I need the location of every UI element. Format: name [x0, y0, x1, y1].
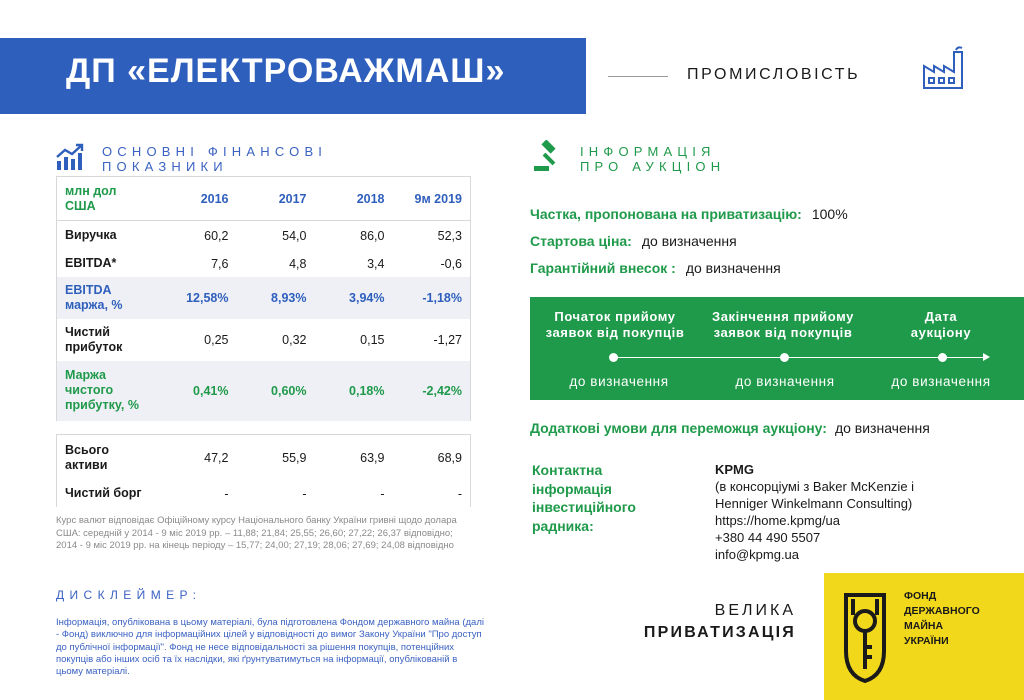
advisor-firm: KPMG [715, 462, 754, 477]
consortium-line: (в консорціумі з Baker McKenzie і [715, 479, 915, 494]
row-label: Чистий прибуток [57, 319, 161, 361]
table-row [57, 221, 471, 251]
year-header: 2016 [161, 177, 237, 221]
share-row [530, 206, 848, 222]
consortium-line: Henniger Winkelmann Consulting) [715, 496, 913, 511]
extra-conditions-row [530, 420, 930, 436]
contact-info [715, 461, 1015, 563]
table-cell: - [224, 486, 229, 501]
growth-chart-icon [55, 143, 85, 171]
deposit-label: Гарантійний внесок : [530, 260, 676, 276]
table-cell: -0,6 [393, 251, 471, 277]
share-value: 100% [811, 206, 848, 222]
financials-title-line1: ОСНОВНІ ФІНАНСОВІ [102, 144, 328, 159]
table-cell: 0,15 [360, 332, 385, 347]
table-cell: - [393, 481, 471, 507]
contact-label: Контактна інформація інвестиційного радника: [532, 462, 636, 534]
financials-title-line2: ПОКАЗНИКИ [102, 159, 228, 174]
share-label: Частка, пропонована на приватизацію: [530, 206, 802, 222]
timeline-stage-title: Початок прийому заявок від покупців [545, 309, 685, 340]
table-cell: 4,8 [289, 256, 307, 271]
table-cell: 0,41% [161, 361, 237, 421]
table-cell: 68,9 [393, 435, 471, 481]
table-cell: 47,2 [204, 450, 229, 465]
start-price-label: Стартова ціна: [530, 233, 632, 249]
table-cell: 0,25 [204, 332, 229, 347]
great-privatization-line2: ПРИВАТИЗАЦІЯ [643, 624, 796, 641]
table-cell: -1,18% [393, 277, 471, 319]
page-title: ДП «ЕЛЕКТРОВАЖМАШ» [66, 52, 506, 90]
timeline-dot [780, 353, 789, 362]
row-label: Всього активи [57, 435, 161, 481]
key-emblem-icon [838, 589, 892, 685]
financials-section-title [102, 144, 327, 174]
auction-title-line1: ІНФОРМАЦІЯ [580, 144, 716, 159]
table-cell: -1,27 [393, 319, 471, 361]
fund-name: ФОНД ДЕРЖАВНОГО МАЙНА УКРАЇНИ [904, 590, 980, 647]
exchange-rate-footnote: Курс валют відповідає Офіційному курсу Національного банку України гривні щодо долара США: середній у 2014 - 9 міс 2019 рр. – 11,88; 21,84; 25,55; 26,60; 27,22; 26,37 відповідно; 2014 - 9 міс 2019 рр. на кінець періоду – 15,77; 24,00; 27,19; 28,06; 27,69; 24,08 відповідно [56, 515, 457, 551]
advisor-email-link[interactable]: info@kpmg.ua [715, 547, 800, 562]
timeline-stage-value: до визначення [735, 374, 835, 389]
timeline-stage-title: Дата аукціону [910, 309, 972, 340]
timeline-arrow-icon [983, 353, 990, 361]
disclaimer-title: ДИСКЛЕЙМЕР: [56, 588, 202, 602]
factory-icon [920, 46, 968, 90]
advisor-website-link[interactable]: https://home.kpmg/ua [715, 513, 841, 528]
table-header-row [57, 177, 471, 221]
table-cell: 3,94% [315, 277, 393, 319]
year-header: 2017 [237, 177, 315, 221]
table-cell: 12,58% [161, 277, 237, 319]
table-row [57, 481, 471, 507]
year-header: 9м 2019 [393, 177, 471, 221]
timeline-stage-value: до визначення [569, 374, 669, 389]
table-cell: 0,32 [282, 332, 307, 347]
row-label: EBITDA* [57, 251, 161, 277]
sector-label: ПРОМИСЛОВІСТЬ [687, 66, 861, 83]
timeline-stage-title: Закінчення прийому заявок від покупців [711, 309, 855, 340]
table-gap [57, 421, 471, 435]
start-price-value: до визначення [641, 233, 737, 249]
timeline-line [614, 357, 986, 358]
table-cell: - [380, 486, 385, 501]
extra-conditions-value: до визначення [834, 420, 930, 436]
table-cell: 7,6 [211, 256, 229, 271]
extra-conditions-label: Додаткові умови для переможця аукціону: [530, 420, 827, 436]
table-cell: 8,93% [237, 277, 315, 319]
row-label: Маржа чистого прибутку, % [57, 361, 161, 421]
great-privatization-line1: ВЕЛИКА [714, 602, 796, 619]
year-header: 2018 [315, 177, 393, 221]
advisor-phone: +380 44 490 5507 [715, 530, 821, 545]
table-cell: 63,9 [360, 450, 385, 465]
row-label: Чистий борг [57, 481, 161, 507]
table-cell: 60,2 [204, 228, 229, 243]
table-cell: -2,42% [393, 361, 471, 421]
table-cell: 0,18% [315, 361, 393, 421]
auction-section-title [580, 144, 725, 174]
table-row [57, 435, 471, 481]
auction-title-line2: ПРО АУКЦІОН [580, 159, 726, 174]
timeline-dot [609, 353, 618, 362]
gavel-icon [533, 140, 565, 172]
table-cell: 54,0 [282, 228, 307, 243]
timeline-stage-value: до визначення [891, 374, 991, 389]
disclaimer-text: Інформація, опублікована в цьому матеріалі, була підготовлена Фондом державного майна (далі - Фонд) виключно для інформаційних цілей у відповідності до вимог Закону України "Про доступ до публічної інформації". Фонд не несе відповідальності за рішення покупців, потенційних покупців або інших осіб та їх наслідки, які ґрунтуватимуться на інформації, опублікованій в цьому матеріалі. [56, 617, 484, 678]
table-cell: 86,0 [360, 228, 385, 243]
row-label: EBITDA маржа, % [57, 277, 161, 319]
state-property-fund-logo-box [824, 573, 1024, 700]
header-divider [608, 76, 668, 77]
table-cell: - [302, 486, 307, 501]
table-cell: 52,3 [393, 221, 471, 251]
table-cell: 0,60% [237, 361, 315, 421]
table-row [57, 251, 471, 277]
table-cell: 55,9 [282, 450, 307, 465]
row-label: Виручка [57, 221, 161, 251]
auction-timeline [530, 297, 1024, 400]
table-row [57, 277, 471, 319]
unit-label: млн дол США [57, 177, 161, 221]
timeline-dot [938, 353, 947, 362]
table-row [57, 361, 471, 421]
start-price-row [530, 233, 737, 249]
deposit-row [530, 260, 781, 276]
deposit-value: до визначення [685, 260, 781, 276]
financials-table [56, 176, 471, 507]
table-cell: 3,4 [367, 256, 385, 271]
table-row [57, 319, 471, 361]
